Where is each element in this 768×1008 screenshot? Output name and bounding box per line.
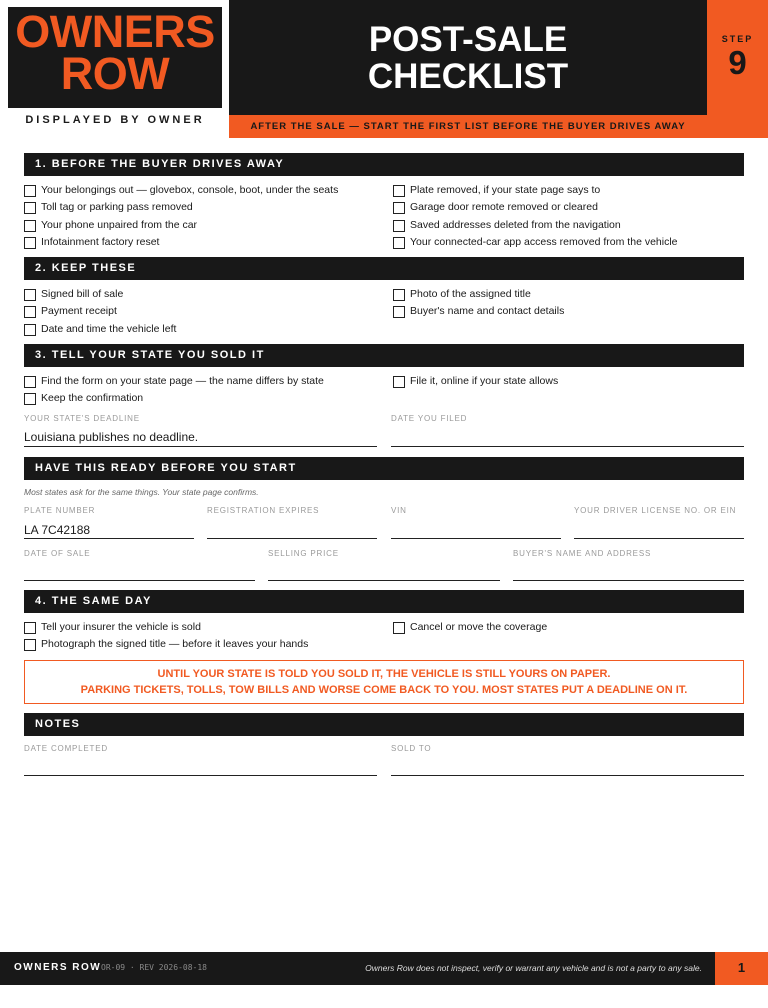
license-field[interactable] [574, 538, 744, 539]
checkbox-label: Your phone unpaired from the car [41, 218, 198, 231]
checkbox-label: File it, online if your state allows [410, 375, 559, 387]
checkbox[interactable] [24, 622, 36, 634]
plate-number-line [24, 538, 194, 539]
date-of-sale-field[interactable] [24, 580, 255, 581]
registration-expires-field[interactable] [207, 538, 377, 539]
checkbox[interactable] [24, 220, 36, 232]
date-filed-field-line [391, 446, 744, 447]
checkbox[interactable] [24, 289, 36, 301]
sold-to-field[interactable] [391, 775, 744, 776]
deadline-field[interactable]: Louisiana publishes no deadline. [24, 430, 199, 444]
registration-expires-label: REGISTRATION EXPIRES [207, 506, 320, 515]
selling-price-label: SELLING PRICE [268, 549, 339, 558]
warning-line-1: UNTIL YOUR STATE IS TOLD YOU SOLD IT, THE VEHICLE IS STILL YOURS ON PAPER. [157, 668, 611, 680]
checkbox[interactable] [393, 220, 405, 232]
footer-disclaimer: Owners Row does not inspect, verify or warrant any vehicle and is not a party to any sale. [365, 963, 702, 973]
logo-line-2: ROW [60, 48, 170, 99]
checkbox-label: Photo of the assigned title [410, 288, 531, 300]
subtitle: AFTER THE SALE — START THE FIRST LIST BEFORE THE BUYER DRIVES AWAY [250, 121, 686, 132]
page-title-line-2: CHECKLIST [367, 57, 569, 96]
section-sameday-header: 4. THE SAME DAY [24, 590, 744, 613]
step-label: STEP [721, 34, 754, 44]
license-label: YOUR DRIVER LICENSE NO. OR EIN [574, 506, 737, 515]
logo-line-1: OWNERS [15, 6, 215, 57]
ready-note: Most states ask for the same things. Your state page confirms. [24, 487, 259, 497]
checkbox-label: Photograph the signed title — before it leaves your hands [41, 638, 309, 651]
checkbox[interactable] [393, 376, 405, 388]
checkbox[interactable] [24, 237, 36, 249]
checkbox-label: Signed bill of sale [41, 288, 124, 300]
logo-tagline: DISPLAYED BY OWNER [25, 114, 205, 126]
checkbox-label: Date and time the vehicle left [41, 322, 177, 335]
vin-field[interactable] [391, 538, 561, 539]
vin-label: VIN [391, 506, 407, 515]
section-ready-header: HAVE THIS READY BEFORE YOU START [24, 457, 744, 480]
checkbox-label: Plate removed, if your state page says to [410, 184, 601, 196]
checkbox[interactable] [393, 289, 405, 301]
plate-number-field[interactable]: LA 7C42188 [24, 523, 91, 537]
checkbox-label: Infotainment factory reset [41, 235, 160, 248]
warning-box [24, 660, 744, 704]
plate-number-label: PLATE NUMBER [24, 506, 96, 515]
footer-code: OR-09 · REV 2026-08-18 [101, 963, 207, 972]
checkbox[interactable] [393, 237, 405, 249]
checkbox-label: Buyer's name and contact details [410, 305, 565, 318]
deadline-field-line [24, 446, 377, 447]
checkbox[interactable] [24, 306, 36, 318]
checkbox-label: Toll tag or parking pass removed [41, 201, 193, 214]
checkbox[interactable] [393, 202, 405, 214]
checkbox[interactable] [24, 639, 36, 651]
checkbox-label: Find the form on your state page — the name differs by state [41, 375, 324, 387]
page-number: 1 [737, 960, 746, 975]
page-title-line-1: POST-SALE [368, 20, 568, 59]
checkbox-label: Keep the confirmation [41, 392, 144, 405]
checkbox[interactable] [24, 202, 36, 214]
checkbox[interactable] [24, 393, 36, 405]
checkbox-label: Your belongings out — glovebox, console, boot, under the seats [41, 184, 339, 196]
buyer-name-label: BUYER'S NAME AND ADDRESS [513, 549, 652, 558]
checkbox[interactable] [393, 306, 405, 318]
selling-price-field[interactable] [268, 580, 500, 581]
sold-to-label: SOLD TO [391, 744, 432, 753]
section-state-header: 3. TELL YOUR STATE YOU SOLD IT [24, 344, 744, 367]
date-completed-label: DATE COMPLETED [24, 744, 108, 753]
step-number: 9 [728, 44, 747, 81]
warning-line-2: PARKING TICKETS, TOLLS, TOW BILLS AND WORSE COME BACK TO YOU. MOST STATES PUT A DEADLINE ON IT. [80, 684, 688, 696]
logo [8, 6, 222, 99]
checkbox-label: Tell your insurer the vehicle is sold [41, 621, 201, 633]
checkbox[interactable] [393, 185, 405, 197]
checkbox-label: Your connected-car app access removed from the vehicle [410, 235, 678, 248]
buyer-name-field[interactable] [513, 580, 744, 581]
checkbox-label: Payment receipt [41, 305, 117, 318]
page-title [229, 21, 707, 95]
date-of-sale-label: DATE OF SALE [24, 549, 91, 558]
section-keep-header: 2. KEEP THESE [24, 257, 744, 280]
date-completed-field[interactable] [24, 775, 377, 776]
section-notes-header: NOTES [24, 713, 744, 736]
checkbox-label: Garage door remote removed or cleared [410, 201, 598, 214]
checkbox-label: Cancel or move the coverage [410, 621, 548, 633]
checkbox[interactable] [393, 622, 405, 634]
checkbox[interactable] [24, 185, 36, 197]
footer-brand: OWNERS ROW [14, 962, 102, 973]
section-before-header: 1. BEFORE THE BUYER DRIVES AWAY [24, 153, 744, 176]
checkbox[interactable] [24, 376, 36, 388]
checkbox-label: Saved addresses deleted from the navigation [410, 218, 621, 231]
deadline-label: YOUR STATE'S DEADLINE [24, 414, 140, 423]
date-filed-label: DATE YOU FILED [391, 414, 468, 423]
checkbox[interactable] [24, 324, 36, 336]
